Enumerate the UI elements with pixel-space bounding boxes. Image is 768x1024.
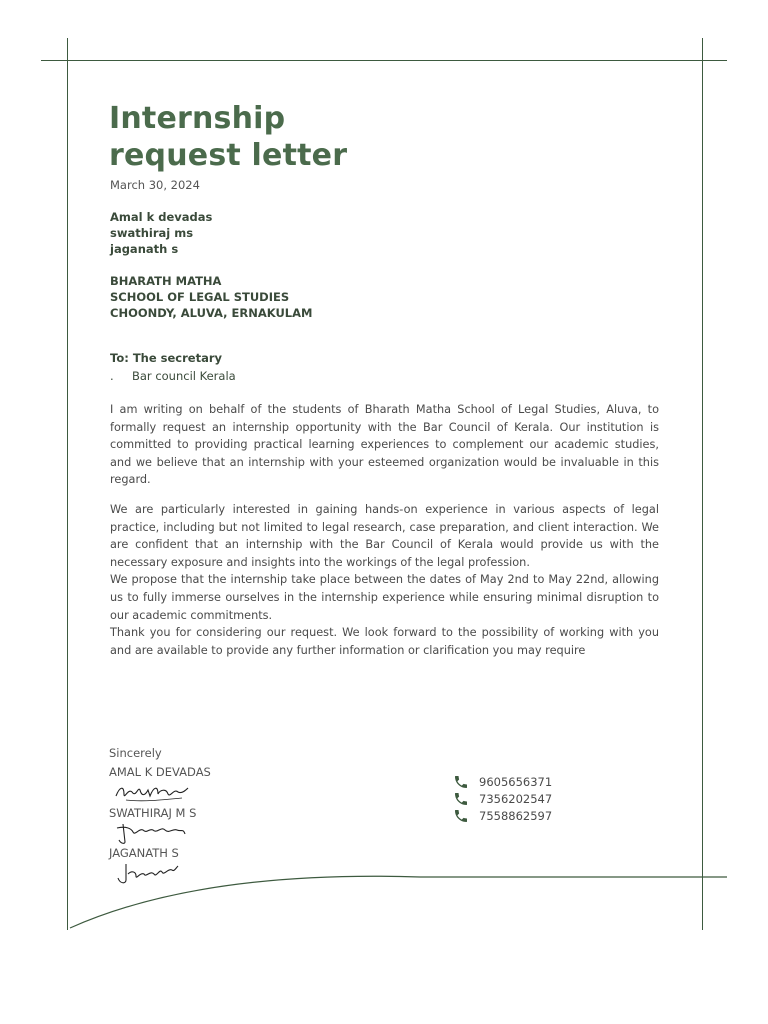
phone-list: [453, 773, 552, 824]
body-paragraph-4: Thank you for considering our request. We look forward to the possibility of working with you and are available to provide any further information or clarification you may require: [110, 626, 659, 657]
phone-row: [453, 807, 552, 824]
signature-3-icon: [116, 860, 181, 886]
signature-2-icon: [115, 820, 190, 846]
students-block: [110, 209, 212, 257]
institution-block: [110, 273, 312, 321]
signer-name: SWATHIRAJ M S: [109, 806, 197, 820]
letter-date: March 30, 2024: [110, 178, 200, 192]
student-name: Amal k devadas: [110, 210, 213, 224]
phone-row: [453, 773, 552, 790]
institution-line: CHOONDY, ALUVA, ERNAKULAM: [110, 306, 313, 320]
signer-name: JAGANATH S: [109, 846, 179, 860]
phone-icon: [453, 790, 479, 807]
top-border-line: [41, 60, 727, 61]
recipient-bullet: .: [110, 369, 114, 383]
phone-icon: [453, 773, 479, 790]
page-title: [109, 100, 347, 174]
phone-row: [453, 790, 552, 807]
phone-number: 7356202547: [479, 791, 553, 806]
right-border-line: [702, 38, 703, 930]
left-border-line: [67, 38, 68, 930]
recipient-org: Bar council Kerala: [132, 369, 236, 383]
student-name: jaganath s: [110, 242, 179, 256]
student-name: swathiraj ms: [110, 226, 194, 240]
body-paragraph-1: I am writing on behalf of the students of Bharath Matha School of Legal Studies, Aluva, to formally request an internship opportunity with the Bar Council of Kerala. Our institution is committed to providing practical learning experiences to complement our academic studies, and we believe that an internship with your esteemed organization would be invaluable in this regard.: [110, 403, 659, 487]
signer-name: AMAL K DEVADAS: [109, 765, 211, 779]
recipient-block: [110, 349, 236, 385]
institution-line: BHARATH MATHA: [110, 274, 222, 288]
title-line-1: Internship: [109, 101, 286, 136]
title-line-2: request letter: [109, 138, 348, 173]
body-paragraph-3: We propose that the internship take place between the dates of May 2nd to May 22nd, allowing us to fully immerse ourselves in the internship experience while ensuring minimal disruption to our academic commitments.: [110, 573, 659, 622]
body-paragraph-2: We are particularly interested in gaining hands-on experience in various aspects of legal practice, including but not limited to legal research, case preparation, and client interaction. We are confident that an internship with the Bar Council of Kerala would provide us with the necessary exposure and insights into the workings of the legal profession.: [110, 502, 659, 569]
letter-body: [110, 401, 659, 659]
phone-number: 7558862597: [479, 808, 553, 823]
phone-icon: [453, 807, 479, 824]
signature-1-icon: [112, 780, 192, 804]
phone-number: 9605656371: [479, 774, 553, 789]
closing-salutation: Sincerely: [109, 746, 162, 760]
recipient-label: To: The secretary: [110, 351, 223, 365]
institution-line: SCHOOL OF LEGAL STUDIES: [110, 290, 290, 304]
